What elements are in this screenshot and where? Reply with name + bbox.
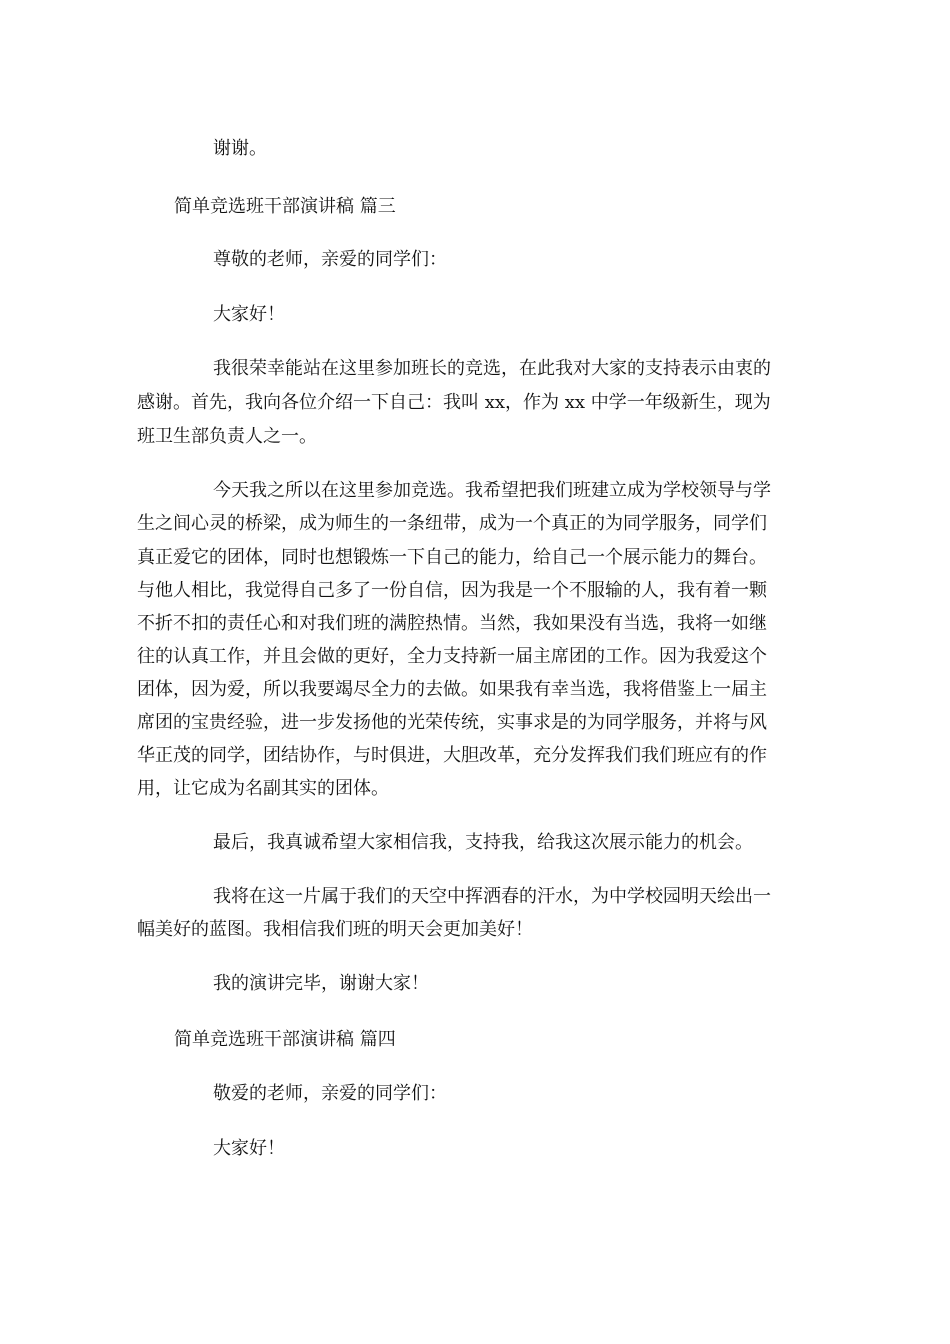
paragraph-2-line-1: 今天我之所以在这里参加竞选。我希望把我们班建立成为学校领导与学 bbox=[213, 480, 771, 501]
paragraph-1-line-2: 感谢。首先，我向各位介绍一下自己：我叫 xx，作为 xx 中学一年级新生，现为 bbox=[137, 392, 771, 413]
paragraph-2-line-4: 与他人相比，我觉得自己多了一份自信，因为我是一个不服输的人，我有着一颗 bbox=[137, 580, 767, 601]
greeting-4: 大家好！ bbox=[213, 1138, 285, 1159]
greeting-3: 大家好！ bbox=[213, 304, 285, 325]
paragraph-2-line-6: 往的认真工作，并且会做的更好，全力支持新一届主席团的工作。因为我爱这个 bbox=[137, 646, 767, 667]
paragraph-2-line-7: 团体，因为爱，所以我要竭尽全力的去做。如果我有幸当选，我将借鉴上一届主 bbox=[137, 679, 767, 700]
closing-thanks: 谢谢。 bbox=[213, 138, 267, 159]
paragraph-3: 最后，我真诚希望大家相信我，支持我，给我这次展示能力的机会。 bbox=[213, 832, 753, 853]
paragraph-4-line-2: 幅美好的蓝图。我相信我们班的明天会更加美好！ bbox=[137, 919, 533, 940]
closing-remark: 我的演讲完毕，谢谢大家！ bbox=[213, 973, 429, 994]
section-heading-3: 简单竞选班干部演讲稿 篇三 bbox=[174, 196, 396, 217]
paragraph-2-line-2: 生之间心灵的桥梁，成为师生的一条纽带，成为一个真正的为同学服务，同学们 bbox=[137, 513, 767, 534]
paragraph-2-line-10: 用，让它成为名副其实的团体。 bbox=[137, 778, 389, 799]
salutation-4: 敬爱的老师，亲爱的同学们： bbox=[213, 1083, 447, 1104]
paragraph-2-line-3: 真正爱它的团体，同时也想锻炼一下自己的能力，给自己一个展示能力的舞台。 bbox=[137, 547, 767, 568]
paragraph-2-line-5: 不折不扣的责任心和对我们班的满腔热情。当然，我如果没有当选，我将一如继 bbox=[137, 613, 767, 634]
paragraph-4-line-1: 我将在这一片属于我们的天空中挥洒春的汗水，为中学校园明天绘出一 bbox=[213, 886, 771, 907]
paragraph-2-line-8: 席团的宝贵经验，进一步发扬他的光荣传统，实事求是的为同学服务，并将与风 bbox=[137, 712, 767, 733]
section-heading-4: 简单竞选班干部演讲稿 篇四 bbox=[174, 1029, 396, 1050]
paragraph-1-line-3: 班卫生部负责人之一。 bbox=[137, 426, 317, 447]
salutation-3: 尊敬的老师，亲爱的同学们： bbox=[213, 249, 447, 270]
paragraph-1-line-1: 我很荣幸能站在这里参加班长的竞选，在此我对大家的支持表示由衷的 bbox=[213, 358, 771, 379]
paragraph-2-line-9: 华正茂的同学，团结协作，与时俱进，大胆改革，充分发挥我们我们班应有的作 bbox=[137, 745, 767, 766]
